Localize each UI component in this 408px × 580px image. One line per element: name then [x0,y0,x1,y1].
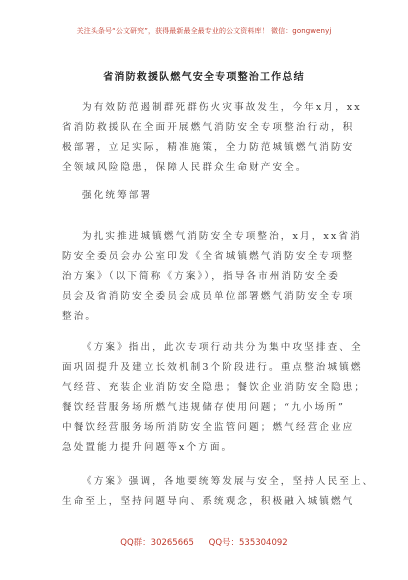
text-line: 《方案》强调，各地要统筹发展与安全，坚持人民至上、 [82,476,375,487]
text-line: 餐饮经营服务场所燃气违规储存使用问题；“九小场所” [62,402,345,413]
text-line: 为扎实推进城镇燃气消防安全专项整治，x月，xx省消 [82,231,362,242]
paragraph-plan-phases [62,338,367,458]
qq-group-text: QQ群：30265665 [120,538,194,548]
section-heading [62,186,362,206]
text-line: 全领域风险隐患，保障人民群众生命财产安全。 [62,162,308,173]
text-line: 防安全委员会办公室印发《全省城镇燃气消防安全专项整 [62,251,355,262]
footer-contact [0,536,408,548]
text-line: 为有效防范遏制群死群伤火灾事故发生，今年x月，xx [82,102,362,113]
text-line: 急处置能力提升问题等x个方面。 [62,442,234,453]
document-title: 省消防救援队燃气安全专项整治工作总结 [103,72,305,83]
header-promo-note: 关注头条号“公文研究”，获得最新最全最专业的公文资料库！ 微信：gongwenyj [76,27,332,35]
paragraph-intro [62,98,362,178]
paragraph-plan-emphasis [62,472,375,512]
text-line: 《方案》指出，此次专项行动共分为集中攻坚排查、全 [82,342,363,353]
text-line: 气经营、充装企业消防安全隐患；餐饮企业消防安全隐患； [62,382,367,393]
text-line: 整治。 [62,311,98,322]
paragraph-deployment [62,227,362,327]
text-line: 生命至上，坚持问题导向、系统观念，积极融入城镇燃气 [62,496,355,507]
text-line: 治方案》（以下简称《方案》），指导各市州消防安全委 [62,271,340,282]
heading-line: 强化统筹部署 [82,190,153,201]
text-line: 极部署，立足实际，精准施策，全力防范城镇燃气消防安 [62,142,355,153]
text-line: 省消防救援队在全面开展燃气消防安全专项整治行动，积 [62,122,355,133]
text-line: 面巩固提升及建立长效机制3个阶段进行。重点整治城镇燃 [62,362,363,373]
text-line: 员会及省消防安全委员会成员单位部署燃气消防安全专项 [62,291,355,302]
text-line: 中餐饮经营服务场所消防安全监管问题；燃气经营企业应 [62,422,355,433]
qq-number-text: QQ号：535304092 [208,538,288,548]
